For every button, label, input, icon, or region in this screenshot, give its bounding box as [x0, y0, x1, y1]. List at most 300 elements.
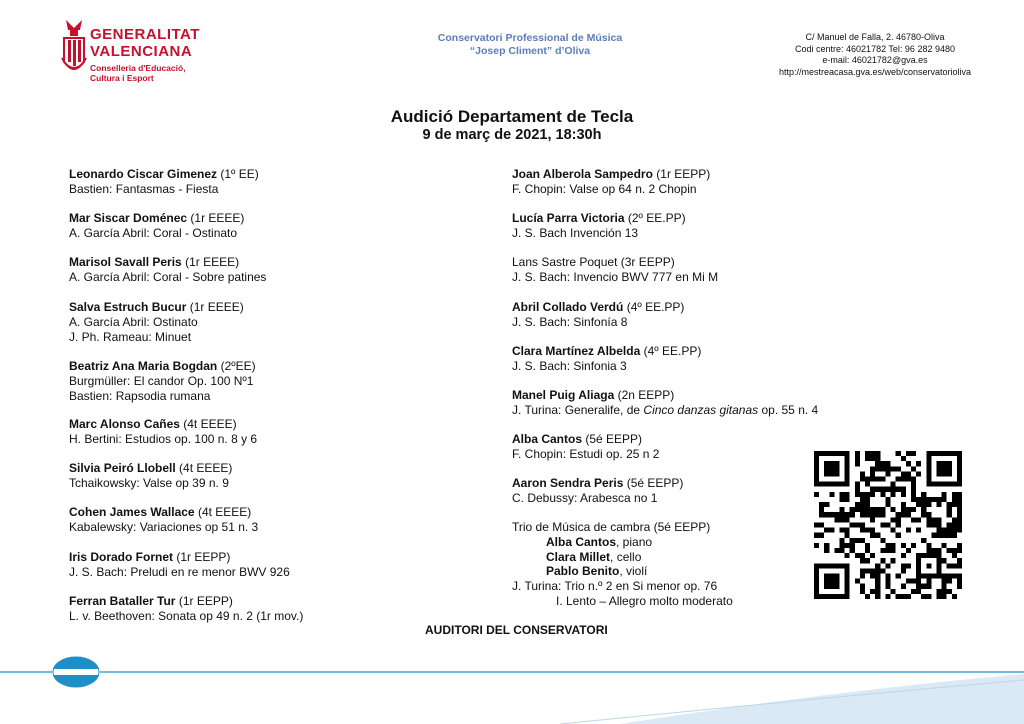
qr-module	[865, 492, 870, 497]
performer-name: Aaron Sendra Peris	[512, 476, 624, 490]
qr-module	[931, 517, 936, 522]
qr-module	[860, 589, 865, 594]
qr-module	[829, 512, 834, 517]
qr-module	[942, 466, 947, 471]
qr-module	[916, 471, 921, 476]
performer-level: (5é EEPP)	[623, 476, 684, 490]
qr-module	[875, 584, 880, 589]
qr-module	[865, 451, 870, 456]
qr-module	[936, 568, 941, 573]
qr-module	[891, 543, 896, 548]
qr-module	[947, 563, 952, 568]
qr-module	[896, 451, 901, 456]
qr-module	[865, 497, 870, 502]
qr-module	[855, 461, 860, 466]
qr-module	[875, 573, 880, 578]
piece: A. García Abril: Ostinato	[69, 314, 198, 329]
qr-module	[880, 538, 885, 543]
piece: C. Debussy: Arabesca no 1	[512, 490, 658, 505]
qr-module	[834, 563, 839, 568]
qr-module	[911, 451, 916, 456]
qr-module	[896, 487, 901, 492]
qr-module	[865, 594, 870, 599]
qr-module	[834, 461, 839, 466]
qr-module	[819, 522, 824, 527]
qr-module	[834, 451, 839, 456]
qr-module	[875, 512, 880, 517]
qr-module	[942, 584, 947, 589]
qr-module	[911, 487, 916, 492]
qr-module	[870, 528, 875, 533]
qr-module	[952, 497, 957, 502]
qr-module	[942, 579, 947, 584]
qr-module	[845, 482, 850, 487]
qr-module	[957, 466, 962, 471]
qr-module	[916, 497, 921, 502]
qr-module	[901, 543, 906, 548]
qr-module	[947, 502, 952, 507]
qr-module	[834, 482, 839, 487]
qr-module	[906, 512, 911, 517]
program-entry	[69, 594, 303, 624]
qr-module	[916, 589, 921, 594]
qr-module	[860, 522, 865, 527]
qr-module	[880, 558, 885, 563]
qr-module	[845, 533, 850, 538]
qr-module	[891, 492, 896, 497]
qr-module	[845, 492, 850, 497]
qr-module	[834, 594, 839, 599]
performer-name: Marisol Savall Peris	[69, 255, 182, 269]
qr-module	[880, 466, 885, 471]
qr-module	[931, 553, 936, 558]
qr-module	[921, 553, 926, 558]
qr-module	[845, 543, 850, 548]
qr-module	[901, 471, 906, 476]
qr-module	[824, 579, 829, 584]
qr-module	[819, 451, 824, 456]
qr-module	[952, 502, 957, 507]
qr-module	[942, 482, 947, 487]
qr-module	[885, 502, 890, 507]
qr-module	[926, 482, 931, 487]
qr-module	[860, 492, 865, 497]
qr-module	[936, 466, 941, 471]
qr-module	[875, 461, 880, 466]
qr-module	[952, 594, 957, 599]
qr-module	[947, 579, 952, 584]
qr-module	[957, 573, 962, 578]
qr-module	[936, 548, 941, 553]
qr-module	[855, 553, 860, 558]
qr-module	[931, 573, 936, 578]
qr-module	[834, 517, 839, 522]
qr-module	[834, 471, 839, 476]
qr-module	[957, 528, 962, 533]
qr-module	[845, 584, 850, 589]
program-entry	[69, 359, 256, 403]
qr-module	[860, 584, 865, 589]
qr-module	[829, 563, 834, 568]
qr-module	[901, 594, 906, 599]
qr-module	[952, 517, 957, 522]
performer-level: (1r EEEE)	[181, 255, 240, 269]
contact-url[interactable]: http://mestreacasa.gva.es/web/conservatorioliva	[778, 66, 972, 77]
qr-module	[952, 528, 957, 533]
qr-module	[926, 553, 931, 558]
trio-performer	[512, 564, 733, 579]
qr-module	[824, 528, 829, 533]
performer-name: Abril Collado Verdú	[512, 300, 624, 314]
performer-name: Ferran Bataller Tur	[69, 594, 176, 608]
performer-instrument: , violí	[619, 564, 648, 579]
qr-module	[814, 594, 819, 599]
qr-module	[936, 558, 941, 563]
piece: L. v. Beethoven: Sonata op 49 n. 2 (1r mov.)	[69, 608, 304, 623]
qr-module	[926, 512, 931, 517]
qr-module	[845, 466, 850, 471]
qr-module	[926, 563, 931, 568]
venue: AUDITORI DEL CONSERVATORI	[425, 623, 608, 637]
qr-module	[947, 589, 952, 594]
qr-module	[926, 543, 931, 548]
qr-module	[845, 477, 850, 482]
qr-module	[952, 492, 957, 497]
qr-module	[814, 471, 819, 476]
qr-module	[936, 553, 941, 558]
page-title: Audició Departament de Tecla	[390, 107, 634, 126]
qr-module	[916, 502, 921, 507]
qr-module	[942, 492, 947, 497]
qr-module	[814, 461, 819, 466]
qr-module	[880, 477, 885, 482]
qr-module	[870, 451, 875, 456]
qr-module	[824, 543, 829, 548]
qr-module	[947, 507, 952, 512]
qr-module	[845, 497, 850, 502]
qr-module	[891, 482, 896, 487]
performer-level: (1º EE)	[217, 167, 259, 181]
qr-module	[911, 543, 916, 548]
performer-level: (1r EEPP)	[173, 550, 231, 564]
qr-module	[860, 568, 865, 573]
qr-module	[840, 517, 845, 522]
event-date: 9 de març de 2021, 18:30h	[422, 127, 602, 143]
piece: Tchaikowsky: Valse op 39 n. 9	[69, 475, 229, 490]
qr-module	[947, 573, 952, 578]
qr-module	[845, 471, 850, 476]
performer-level: (1r EEEE)	[186, 300, 244, 314]
qr-module	[870, 477, 875, 482]
qr-module	[870, 492, 875, 497]
qr-module	[911, 517, 916, 522]
qr-module	[860, 553, 865, 558]
logo-line-1: GENERALITAT	[90, 26, 200, 43]
qr-module	[829, 471, 834, 476]
qr-module	[870, 471, 875, 476]
qr-module	[936, 517, 941, 522]
qr-module	[942, 558, 947, 563]
qr-module	[814, 584, 819, 589]
performer-name: Joan Alberola Sampedro	[512, 167, 653, 181]
qr-module	[870, 487, 875, 492]
qr-module	[860, 528, 865, 533]
qr-module	[911, 492, 916, 497]
program-entry	[69, 255, 266, 285]
qr-module	[916, 528, 921, 533]
qr-module	[921, 594, 926, 599]
program-entry	[69, 505, 258, 535]
qr-module	[880, 568, 885, 573]
qr-module	[840, 507, 845, 512]
qr-module	[911, 482, 916, 487]
qr-module	[936, 482, 941, 487]
qr-module	[850, 538, 855, 543]
qr-module	[942, 573, 947, 578]
qr-module	[840, 497, 845, 502]
qr-module	[957, 477, 962, 482]
contact-email[interactable]: e-mail: 46021782@gva.es	[822, 55, 928, 65]
school-name	[400, 32, 660, 58]
qr-module	[916, 558, 921, 563]
qr-module	[865, 558, 870, 563]
qr-module	[931, 548, 936, 553]
qr-module	[926, 594, 931, 599]
qr-module	[926, 456, 931, 461]
program-entry	[69, 417, 257, 447]
qr-module	[916, 579, 921, 584]
qr-module	[880, 507, 885, 512]
qr-module	[957, 584, 962, 589]
qr-module	[901, 492, 906, 497]
piece: J. S. Bach: Sinfonia 3	[512, 358, 627, 373]
movement: I. Lento – Allegro molto moderato	[556, 593, 733, 608]
qr-module	[840, 594, 845, 599]
qr-module	[885, 594, 890, 599]
qr-module	[870, 517, 875, 522]
qr-module	[957, 543, 962, 548]
qr-module	[880, 492, 885, 497]
qr-module	[916, 461, 921, 466]
qr-module	[814, 466, 819, 471]
qr-module	[834, 579, 839, 584]
qr-module	[875, 456, 880, 461]
piece-text: op. 55 n. 4	[758, 402, 819, 417]
qr-module	[870, 512, 875, 517]
qr-module	[845, 589, 850, 594]
qr-module	[952, 548, 957, 553]
qr-module	[814, 492, 819, 497]
performer-instrument: , cello	[610, 549, 642, 564]
qr-module	[926, 497, 931, 502]
qr-module	[829, 579, 834, 584]
qr-module	[819, 533, 824, 538]
qr-module	[840, 451, 845, 456]
qr-module	[896, 573, 901, 578]
qr-module	[880, 487, 885, 492]
qr-module	[957, 456, 962, 461]
qr-module	[885, 487, 890, 492]
qr-module	[814, 451, 819, 456]
performer-level: (4t EEEE)	[175, 461, 233, 475]
qr-module	[901, 477, 906, 482]
qr-module	[880, 522, 885, 527]
qr-module	[957, 517, 962, 522]
qr-module	[865, 548, 870, 553]
qr-module	[824, 466, 829, 471]
performer-name: Silvia Peiró Llobell	[69, 461, 176, 475]
qr-module	[911, 579, 916, 584]
qr-module	[952, 482, 957, 487]
qr-module	[814, 522, 819, 527]
qr-module	[901, 507, 906, 512]
performer-level: Lans Sastre Poquet (3r EEPP)	[512, 255, 675, 269]
conservatori-emblem-icon	[52, 657, 100, 687]
qr-module	[926, 517, 931, 522]
qr-module	[936, 594, 941, 599]
qr-module	[906, 477, 911, 482]
qr-module	[926, 451, 931, 456]
piece: J. S. Bach: Invencio BWV 777 en Mi M	[512, 269, 719, 284]
performer-name: Beatriz Ana Maria Bogdan	[69, 359, 218, 373]
qr-module	[906, 594, 911, 599]
qr-module	[865, 502, 870, 507]
qr-module	[814, 563, 819, 568]
qr-module	[921, 502, 926, 507]
qr-module	[891, 487, 896, 492]
program-entry	[512, 476, 683, 506]
qr-module	[936, 451, 941, 456]
piece: J. Turina: Trio n.º 2 en Si menor op. 76	[512, 579, 718, 594]
qr-module	[865, 507, 870, 512]
qr-module	[880, 512, 885, 517]
school-line-1: Conservatori Professional de Música	[437, 32, 623, 44]
qr-module	[891, 589, 896, 594]
qr-module	[901, 512, 906, 517]
piece: J. Ph. Rameau: Minuet	[69, 329, 192, 344]
qr-module	[819, 594, 824, 599]
qr-module	[870, 553, 875, 558]
qr-module	[952, 451, 957, 456]
coat-of-arms-icon	[60, 18, 88, 80]
performer-level: (5é EEPP)	[582, 432, 643, 446]
qr-module	[860, 477, 865, 482]
qr-module	[957, 558, 962, 563]
qr-module	[870, 466, 875, 471]
qr-module	[952, 533, 957, 538]
qr-module	[819, 482, 824, 487]
qr-module	[947, 482, 952, 487]
performer-level: (2ºEE)	[217, 359, 256, 373]
qr-module	[845, 553, 850, 558]
performer-name: Salva Estruch Bucur	[69, 300, 187, 314]
qr-module	[916, 553, 921, 558]
qr-module	[855, 522, 860, 527]
qr-module	[850, 543, 855, 548]
qr-module	[947, 471, 952, 476]
qr-module	[957, 497, 962, 502]
qr-module	[814, 477, 819, 482]
qr-module	[824, 594, 829, 599]
qr-module	[901, 487, 906, 492]
qr-module	[819, 563, 824, 568]
qr-module	[931, 482, 936, 487]
qr-module	[921, 584, 926, 589]
qr-module	[957, 502, 962, 507]
qr-module	[880, 548, 885, 553]
qr-module	[824, 451, 829, 456]
qr-module	[850, 522, 855, 527]
qr-module	[875, 451, 880, 456]
qr-module	[865, 482, 870, 487]
trio-entry	[512, 520, 733, 609]
qr-module	[860, 497, 865, 502]
qr-module	[860, 502, 865, 507]
qr-module	[870, 456, 875, 461]
performer-level: (1r EEPP)	[652, 167, 711, 181]
qr-module	[860, 538, 865, 543]
qr-module	[845, 512, 850, 517]
performer-name: Clara Martínez Albelda	[512, 344, 641, 358]
generalitat-logo	[60, 18, 200, 108]
program-entry	[69, 211, 244, 241]
qr-module	[865, 528, 870, 533]
qr-module	[896, 466, 901, 471]
qr-module	[947, 548, 952, 553]
qr-module	[957, 482, 962, 487]
qr-module	[870, 573, 875, 578]
qr-module	[896, 517, 901, 522]
qr-module	[906, 579, 911, 584]
qr-module	[824, 482, 829, 487]
qr-module	[840, 543, 845, 548]
qr-module	[916, 517, 921, 522]
qr-module	[957, 461, 962, 466]
qr-module	[936, 497, 941, 502]
qr-module	[957, 507, 962, 512]
qr-module	[870, 589, 875, 594]
qr-module	[865, 568, 870, 573]
qr-module	[865, 477, 870, 482]
qr-module	[885, 579, 890, 584]
qr-module	[926, 579, 931, 584]
qr-module	[911, 466, 916, 471]
qr-module	[834, 548, 839, 553]
qr-code-icon[interactable]	[814, 451, 962, 599]
qr-module	[926, 466, 931, 471]
performer-name: Iris Dorado Fornet	[69, 550, 174, 564]
qr-module	[906, 451, 911, 456]
qr-module	[916, 573, 921, 578]
qr-module	[942, 594, 947, 599]
qr-module	[834, 573, 839, 578]
program-entry	[512, 211, 686, 241]
qr-module	[901, 553, 906, 558]
program-entry	[69, 461, 232, 491]
qr-module	[957, 579, 962, 584]
qr-module	[916, 568, 921, 573]
qr-module	[875, 533, 880, 538]
qr-module	[824, 563, 829, 568]
qr-module	[875, 487, 880, 492]
qr-module	[926, 502, 931, 507]
qr-module	[840, 492, 845, 497]
qr-module	[829, 573, 834, 578]
qr-module	[870, 533, 875, 538]
qr-module	[860, 507, 865, 512]
performer-name: Cohen James Wallace	[69, 505, 195, 519]
qr-module	[855, 456, 860, 461]
